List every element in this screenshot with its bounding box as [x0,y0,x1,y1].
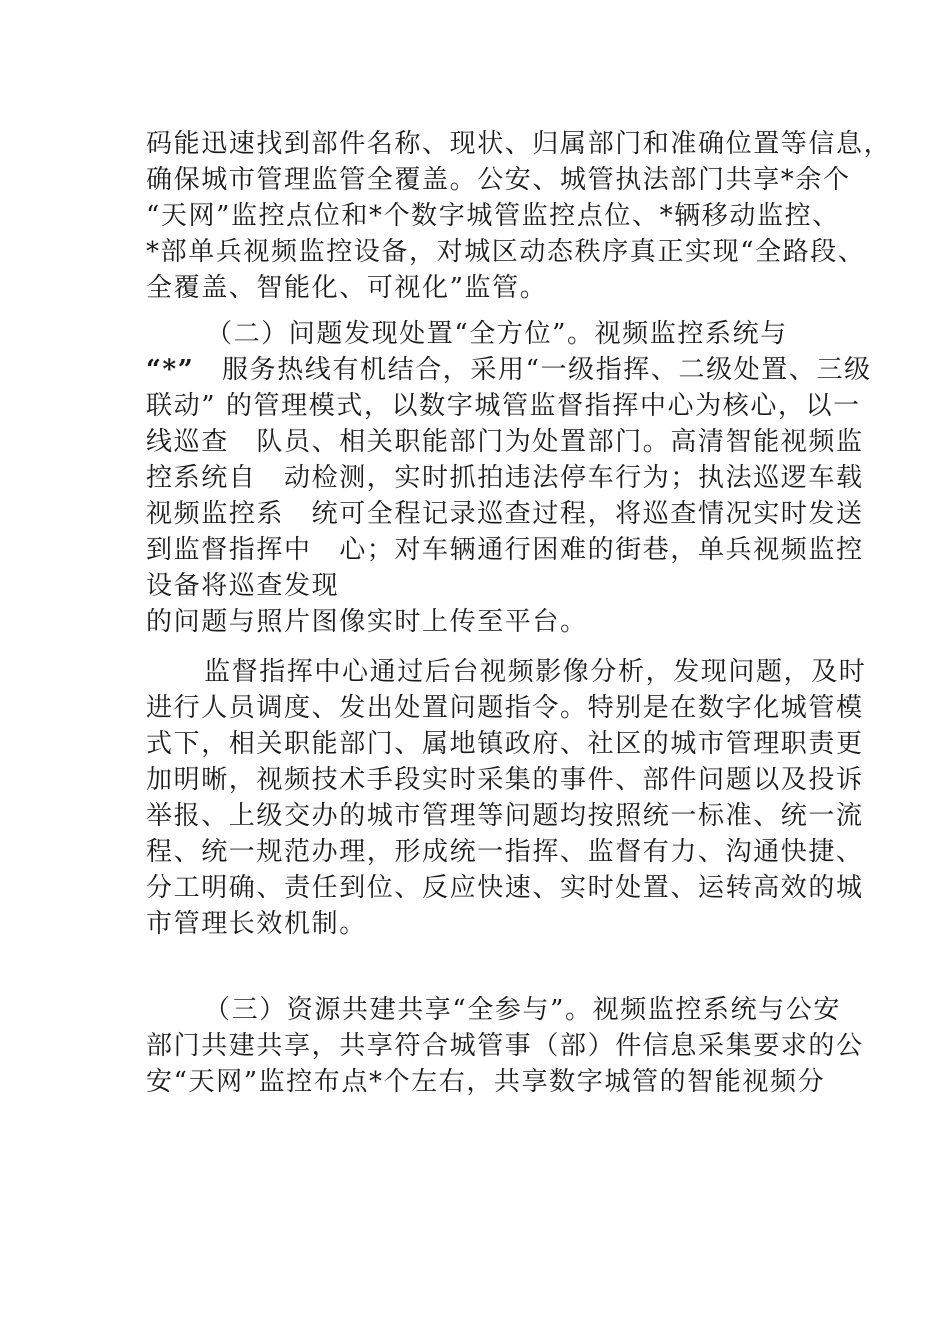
text-line: 市管理长效机制。 [146,909,367,939]
text-line: “天网”监控点位和*个数字城管监控点位、*辆移动监控、 [146,201,840,231]
text-line: 式下，相关职能部门、属地镇政府、社区的城市管理职责更 [146,729,864,759]
text-line: 设备将巡查发现 [146,571,340,601]
text-line: 控系统自 动检测，实时抓拍违法停车行为；执法巡逻车载 [146,463,864,493]
section-heading: （三）资源共建共享“全参与”。视频监控系统与公安 [204,995,841,1025]
text-line: 的问题与照片图像实时上传至平台。 [146,607,588,637]
section-heading: （二）问题发现处置“全方位”。视频监控系统与 [206,319,788,349]
text-line: 联动” 的管理模式，以数字城管监督指挥中心为核心，以一 [146,391,861,421]
text-line: 到监督指挥中 心；对车辆通行困难的街巷，单兵视频监控 [146,535,864,565]
hotline-quote: “*” [146,355,195,385]
text-line: 码能迅速找到部件名称、现状、归属部门和准确位置等信息， [146,129,892,159]
text-line: 分工明确、责任到位、反应快速、实时处置、运转高效的城 [146,873,864,903]
text-line: 线巡查 队员、相关职能部门为处置部门。高清智能视频监 [146,427,864,457]
text-line: 程、统一规范办理，形成统一指挥、监督有力、沟通快捷、 [146,837,864,867]
text-line: 安“天网”监控布点*个左右，共享数字城管的智能视频分 [146,1067,826,1097]
text-line: 全覆盖、智能化、可视化”监管。 [146,273,548,303]
text-line: 视频监控系 统可全程记录巡查过程，将巡查情况实时发送 [146,499,864,529]
text-line: 确保城市管理监管全覆盖。公安、城管执法部门共享*余个 [146,165,851,195]
text-line: 部门共建共享，共享符合城管事（部）件信息采集要求的公 [146,1031,864,1061]
text-line: 服务热线有机结合，采用“一级指挥、二级处置、三级 [222,355,872,385]
text-line: 举报、上级交办的城市管理等问题均按照统一标准、统一流 [146,801,864,831]
paragraph-start: 监督指挥中心通过后台视频影像分析，发现问题，及时 [204,657,867,687]
text-line: 进行人员调度、发出处置问题指令。特别是在数字化城管模 [146,693,864,723]
text-line: 加明晰，视频技术手段实时采集的事件、部件问题以及投诉 [146,765,864,795]
text-line: *部单兵视频监控设备，对城区动态秩序真正实现“全路段、 [146,237,866,267]
